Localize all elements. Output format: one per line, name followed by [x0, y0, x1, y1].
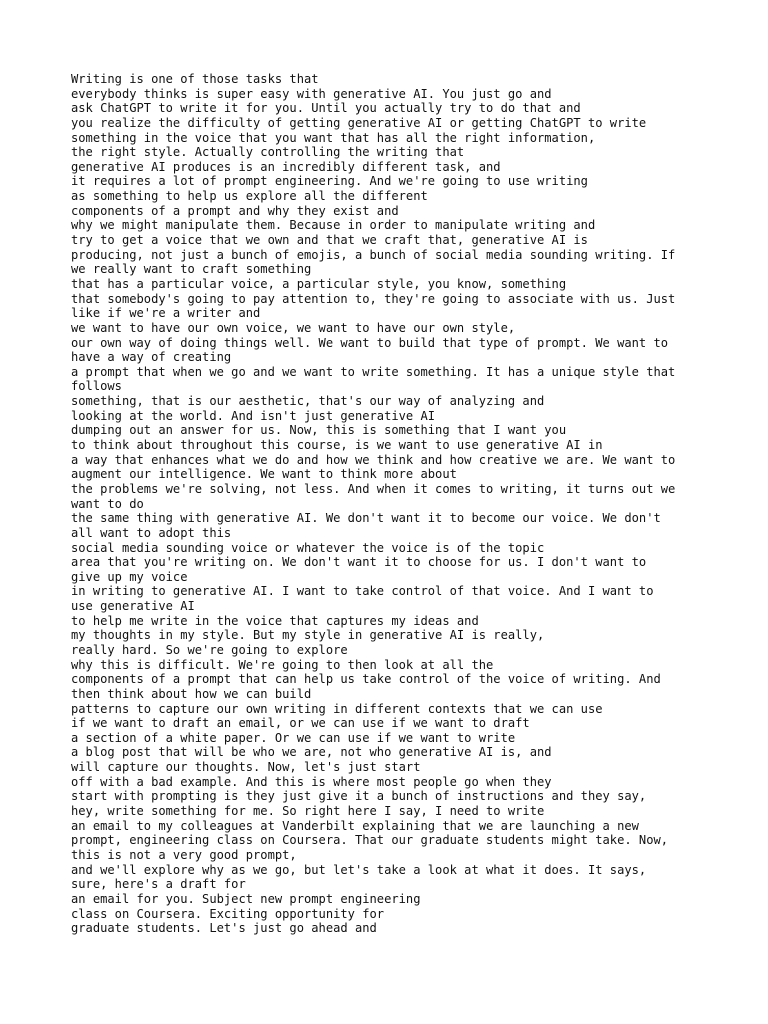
text-line: why we might manipulate them. Because in order to manipulate writing and — [71, 218, 596, 233]
text-line: sure, here's a draft for — [71, 877, 246, 892]
text-line: components of a prompt that can help us take control of the voice of writing. And — [71, 672, 661, 687]
text-line: ask ChatGPT to write it for you. Until you actually try to do that and — [71, 101, 581, 116]
text-line: to help me write in the voice that captures my ideas and — [71, 613, 479, 628]
text-line: patterns to capture our own writing in different contexts that we can use — [71, 701, 603, 716]
text-line: everybody thinks is super easy with generative AI. You just go and — [71, 86, 552, 101]
text-line: hey, write something for me. So right here I say, I need to write — [71, 804, 545, 819]
text-line: the right style. Actually controlling the writing that — [71, 145, 465, 160]
text-line: like if we're a writer and — [71, 306, 261, 321]
text-line: give up my voice — [71, 569, 188, 584]
text-line: want to do — [71, 496, 144, 511]
text-line: and we'll explore why as we go, but let's take a look at what it does. It says, — [71, 862, 647, 877]
text-line: an email for you. Subject new prompt engineering — [71, 891, 421, 906]
text-line: the same thing with generative AI. We don't want it to become our voice. We don't — [71, 511, 661, 526]
text-line: dumping out an answer for us. Now, this is something that I want you — [71, 423, 567, 438]
text-line: to think about throughout this course, is we want to use generative AI in — [71, 438, 603, 453]
text-line: use generative AI — [71, 599, 195, 614]
text-line: then think about how we can build — [71, 686, 312, 701]
text-line: that has a particular voice, a particular style, you know, something — [71, 276, 567, 291]
text-line: you realize the difficulty of getting generative AI or getting ChatGPT to write — [71, 115, 647, 130]
text-line: if we want to draft an email, or we can use if we want to draft — [71, 716, 530, 731]
text-line: try to get a voice that we own and that we craft that, generative AI is — [71, 233, 588, 248]
text-line: Writing is one of those tasks that — [71, 72, 319, 86]
text-line: generative AI produces is an incredibly different task, and — [71, 159, 501, 174]
text-line: augment our intelligence. We want to think more about — [71, 467, 457, 482]
text-line: we really want to craft something — [71, 262, 312, 277]
text-line: something in the voice that you want that has all the right information, — [71, 130, 596, 145]
text-line: our own way of doing things well. We want to build that type of prompt. We want to — [71, 335, 669, 350]
text-line: components of a prompt and why they exist and — [71, 203, 399, 218]
text-line: off with a bad example. And this is where most people go when they — [71, 774, 552, 789]
text-line: in writing to generative AI. I want to take control of that voice. And I want to — [71, 584, 654, 599]
text-line: have a way of creating — [71, 350, 232, 365]
text-line: a way that enhances what we do and how we think and how creative we are. We want to — [71, 452, 676, 467]
text-line: why this is difficult. We're going to then look at all the — [71, 657, 494, 672]
text-line: social media sounding voice or whatever the voice is of the topic — [71, 540, 545, 555]
text-line: the problems we're solving, not less. And when it comes to writing, it turns out we — [71, 481, 676, 496]
text-line: start with prompting is they just give it a bunch of instructions and they say, — [71, 789, 647, 804]
transcript-text — [71, 72, 711, 936]
text-line: area that you're writing on. We don't want it to choose for us. I don't want to — [71, 555, 647, 570]
text-line: producing, not just a bunch of emojis, a bunch of social media sounding writing. If — [71, 247, 676, 262]
text-line: an email to my colleagues at Vanderbilt explaining that we are launching a new — [71, 818, 639, 833]
text-line: all want to adopt this — [71, 525, 232, 540]
text-line: follows — [71, 379, 122, 394]
text-line: we want to have our own voice, we want to have our own style, — [71, 320, 516, 335]
text-line: a section of a white paper. Or we can use if we want to write — [71, 730, 516, 745]
text-line: as something to help us explore all the different — [71, 189, 428, 204]
text-line: that somebody's going to pay attention to, they're going to associate with us. Just — [71, 291, 676, 306]
text-line: something, that is our aesthetic, that's our way of analyzing and — [71, 394, 545, 409]
text-line: my thoughts in my style. But my style in generative AI is really, — [71, 628, 545, 643]
text-line: graduate students. Let's just go ahead and — [71, 921, 377, 936]
text-line: looking at the world. And isn't just generative AI — [71, 408, 436, 423]
text-line: a blog post that will be who we are, not who generative AI is, and — [71, 745, 552, 760]
text-line: it requires a lot of prompt engineering. And we're going to use writing — [71, 174, 588, 189]
text-line: class on Coursera. Exciting opportunity for — [71, 906, 385, 921]
text-line: really hard. So we're going to explore — [71, 642, 348, 657]
text-line: a prompt that when we go and we want to write something. It has a unique style that — [71, 364, 676, 379]
text-line: prompt, engineering class on Coursera. That our graduate students might take. Now, — [71, 833, 669, 848]
text-line: will capture our thoughts. Now, let's just start — [71, 760, 421, 775]
text-line: this is not a very good prompt, — [71, 847, 297, 862]
